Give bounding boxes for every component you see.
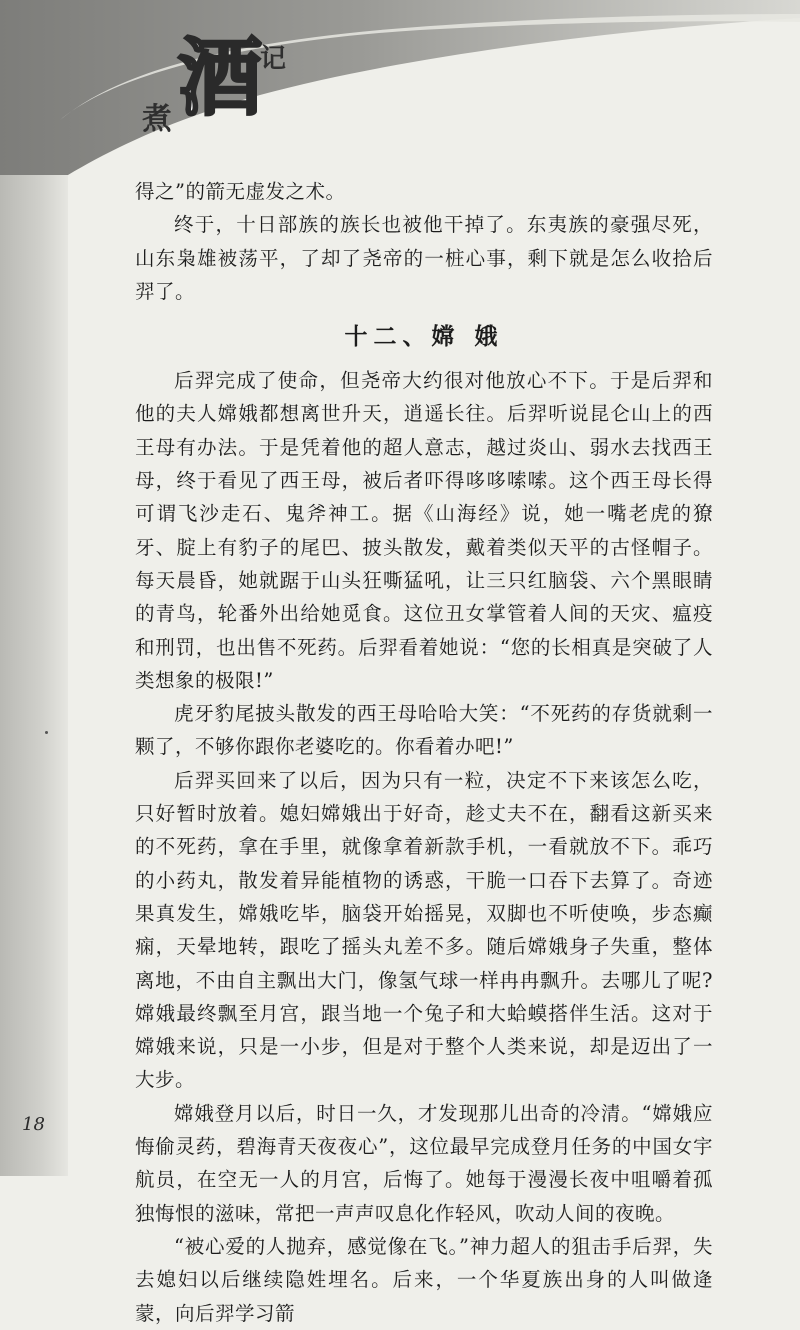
- paragraph: 终于，十日部族的族长也被他干掉了。东夷族的豪强尽死，山东枭雄被荡平，了却了尧帝的一桩心事，剩下就是怎么收拾后羿了。: [135, 213, 713, 303]
- header-swoosh: [0, 0, 800, 175]
- paragraph: 得之”的箭无虚发之术。: [135, 180, 346, 203]
- paragraph: 嫦娥登月以后，时日一久，才发现那儿出奇的冷清。“嫦娥应悔偷灵药，碧海青天夜夜心”，这位最早完成登月任务的中国女宇航员，在空无一人的月宫，后悔了。她每于漫漫长夜中咀嚼着孤独悔恨的滋味，常把一声声叹息化作轻风，吹动人间的夜晚。: [135, 1101, 713, 1225]
- paragraph: 后羿买回来了以后，因为只有一粒，决定不下来该怎么吃，只好暂时放着。媳妇嫦娥出于好奇，趁丈夫不在，翻看这新买来的不死药，拿在手里，就像拿着新款手机，一看就放不下。乖巧的小药丸，散发着异能植物的诱惑，干脆一口吞下去算了。奇迹果真发生，嫦娥吃毕，脑袋开始摇晃，双脚也不听使唤，步态癫痫，天晕地转，跟吃了摇头丸差不多。随后嫦娥身子失重，整体离地，不由自主飘出大门，像氢气球一样冉冉飘升。去哪儿了呢?嫦娥最终飘至月宫，跟当地一个兔子和大蛤蟆搭伴生活。这对于嫦娥来说，只是一小步，但是对于整个人类来说，却是迈出了一大步。: [135, 768, 713, 1092]
- page-edge-shadow: [0, 0, 68, 1176]
- paragraph: “被心爱的人抛弃，感觉像在飞。”神力超人的狙击手后羿，失去媳妇以后继续隐姓埋名。后来，一个华夏族出身的人叫做逄蒙，向后羿学习箭: [135, 1234, 713, 1325]
- title-small-left: 煮: [142, 102, 172, 137]
- ink-speck: [45, 731, 48, 734]
- header-logo: [130, 28, 300, 138]
- page-number: 18: [22, 1114, 45, 1135]
- title-big: 酒: [178, 28, 263, 127]
- header-band: [0, 0, 800, 175]
- body-text: [135, 175, 713, 1330]
- section-title: 十二、嫦 娥: [344, 323, 504, 351]
- paragraph: 虎牙豹尾披头散发的西王母哈哈大笑：“不死药的存货就剩一颗了，不够你跟你老婆吃的。你看着办吧!”: [135, 702, 713, 759]
- title-small-right: 记: [260, 44, 287, 74]
- paragraph: 后羿完成了使命，但尧帝大约很对他放心不下。于是后羿和他的夫人嫦娥都想离世升天，逍遥长往。后羿听说昆仑山上的西王母有办法。于是凭着他的超人意志，越过炎山、弱水去找西王母，终于看见了西王母，被后者吓得哆哆嗦嗦。这个西王母长得可谓飞沙走石、鬼斧神工。据《山海经》说，她一嘴老虎的獠牙、腚上有豹子的尾巴、披头散发，戴着类似天平的古怪帽子。每天晨昏，她就踞于山头狂嘶猛吼，让三只红脑袋、六个黑眼睛的青鸟，轮番外出给她觅食。这位丑女掌管着人间的天灾、瘟疫和刑罚，也出售不死药。后羿看着她说：“您的长相真是突破了人类想象的极限!”: [135, 369, 713, 692]
